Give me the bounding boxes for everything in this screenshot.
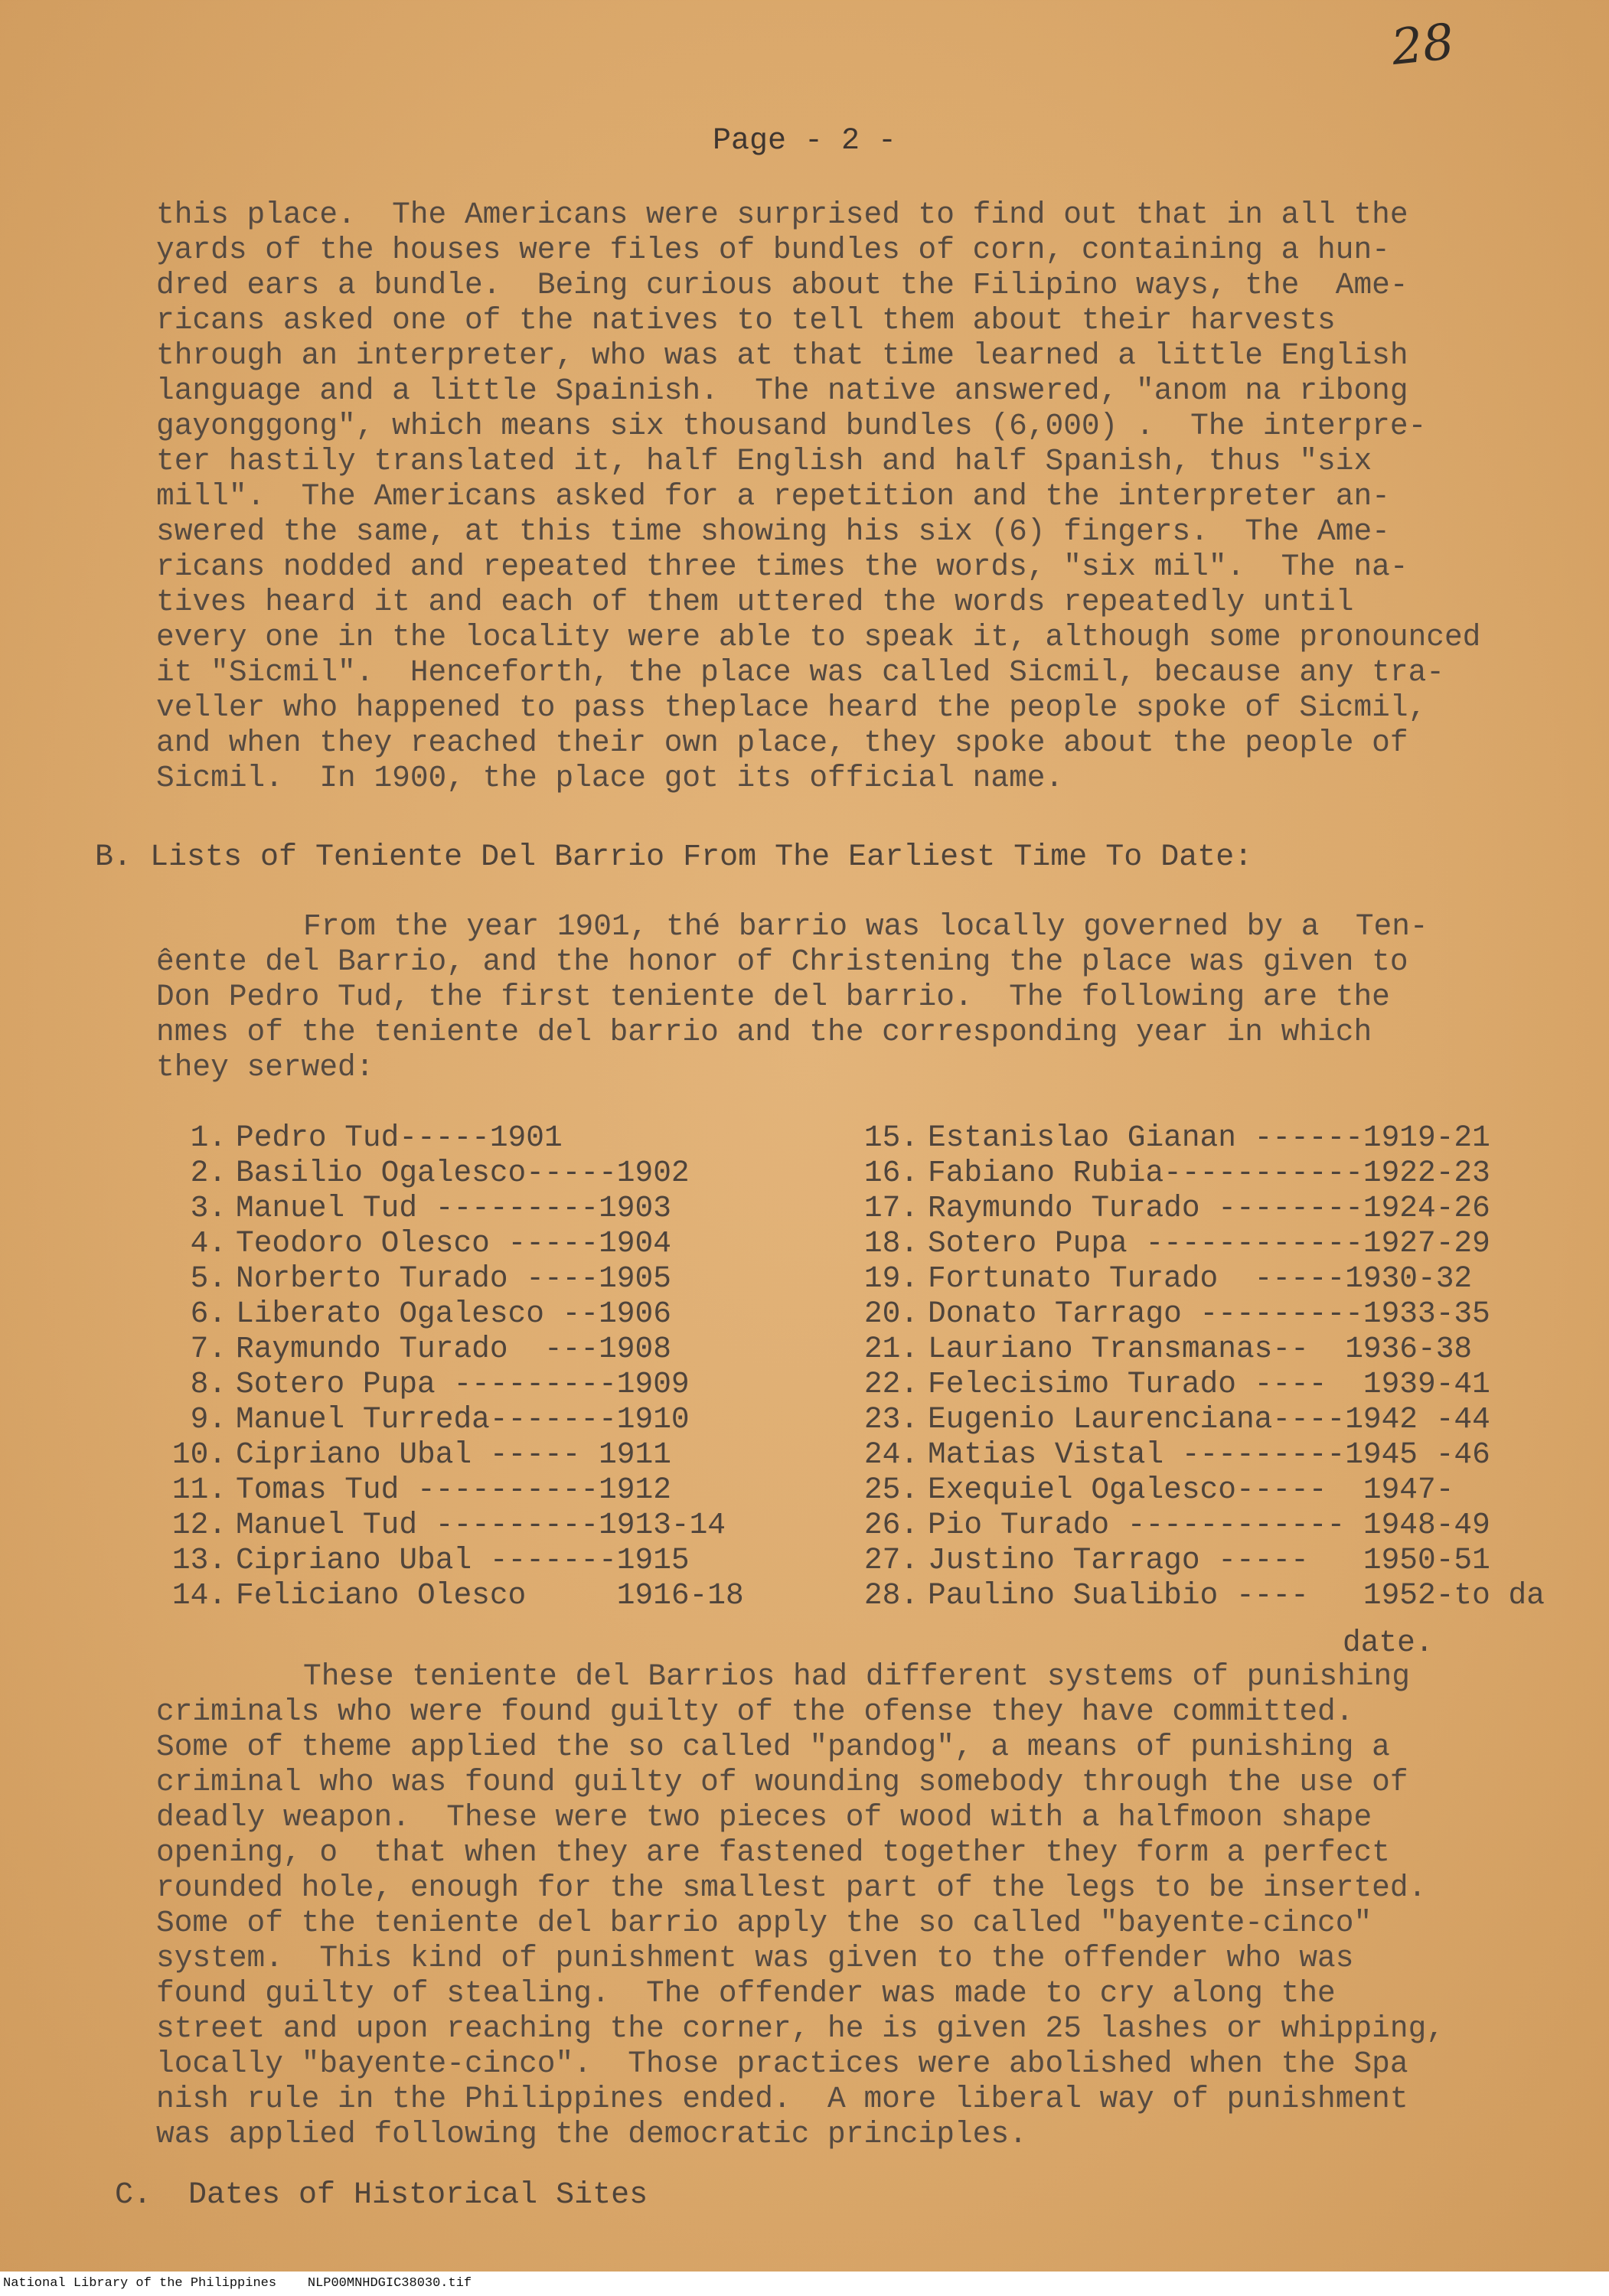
list-item-entry: Felecisimo Turado ---- 1939-41 xyxy=(928,1367,1490,1401)
list-item-number: 8. xyxy=(190,1367,227,1401)
list-item xyxy=(164,1120,744,1156)
list-item xyxy=(834,1543,1545,1578)
text-line: ter hastily translated it, half English and half Spanish, thus "six xyxy=(156,444,1372,478)
list-item-entry: Manuel Turreda-------1910 xyxy=(236,1402,690,1437)
teniente-list-left xyxy=(164,1120,744,1613)
text-line: ricans asked one of the natives to tell them about their harvests xyxy=(156,303,1336,338)
list-item-entry: Cipriano Ubal -------1915 xyxy=(236,1543,690,1577)
text-line: Don Pedro Tud, the first teniente del barrio. The following are the xyxy=(156,980,1390,1014)
list-item-number: 20. xyxy=(863,1296,919,1331)
text-line: Some of the teniente del barrio apply the so called "bayente-cinco" xyxy=(156,1906,1372,1940)
list-item-entry: Matias Vistal ---------1945 -46 xyxy=(928,1437,1490,1472)
list-item-entry: Donato Tarrago ---------1933-35 xyxy=(928,1296,1490,1331)
list-item xyxy=(834,1578,1545,1613)
list-item-entry: Liberato Ogalesco --1906 xyxy=(236,1296,671,1331)
list-item-number: 28. xyxy=(863,1578,919,1613)
list-item xyxy=(164,1402,744,1437)
text-line: veller who happened to pass theplace heard the people spoke of Sicmil, xyxy=(156,690,1427,725)
text-line: rounded hole, enough for the smallest part of the legs to be inserted. xyxy=(156,1870,1427,1905)
text-line: swered the same, at this time showing his six (6) fingers. The Ame- xyxy=(156,514,1390,549)
list-item-number: 25. xyxy=(863,1473,919,1507)
list-item-entry: Teodoro Olesco -----1904 xyxy=(236,1226,671,1261)
archive-footer: National Library of the Philippines NLP00MNHDGIC38030.tif xyxy=(0,2272,1609,2296)
list-item-number: 6. xyxy=(190,1296,227,1331)
text-line: street and upon reaching the corner, he is given 25 lashes or whipping, xyxy=(156,2011,1444,2046)
text-line: every one in the locality were able to speak it, although some pronounced xyxy=(156,620,1481,654)
list-item-entry: Tomas Tud ----------1912 xyxy=(236,1473,671,1507)
list-item xyxy=(834,1296,1545,1332)
text-line: yards of the houses were files of bundles of corn, containing a hun- xyxy=(156,233,1390,267)
section-c-heading: C. Dates of Historical Sites xyxy=(115,2178,648,2213)
text-line: found guilty of stealing. The offender was made to cry along the xyxy=(156,1976,1336,2011)
list-item-number: 14. xyxy=(171,1578,227,1613)
list-item-number: 16. xyxy=(863,1156,919,1190)
list-item xyxy=(164,1508,744,1543)
list-item xyxy=(834,1191,1545,1226)
text-line: nmes of the teniente del barrio and the corresponding year in which xyxy=(156,1015,1372,1049)
text-line: ricans nodded and repeated three times the words, "six mil". The na- xyxy=(156,550,1408,584)
text-line: Sicmil. In 1900, the place got its official name. xyxy=(156,761,1064,795)
list-item xyxy=(834,1367,1545,1402)
handwritten-page-number: 28 xyxy=(1389,13,1457,77)
list-item-number: 22. xyxy=(863,1367,919,1401)
list-item-entry: Raymundo Turado --------1924-26 xyxy=(928,1191,1490,1225)
text-line: it "Sicmil". Henceforth, the place was called Sicmil, because any tra- xyxy=(156,655,1444,690)
list-item-entry: Fabiano Rubia-----------1922-23 xyxy=(928,1156,1490,1190)
page-header: Page - 2 - xyxy=(712,124,897,158)
text-line: this place. The Americans were surprised to find out that in all the xyxy=(156,197,1408,232)
list-item xyxy=(164,1156,744,1191)
list-item xyxy=(164,1543,744,1578)
list-item xyxy=(164,1191,744,1226)
list-item-entry: Lauriano Transmanas-- 1936-38 xyxy=(928,1332,1473,1366)
list-item xyxy=(834,1156,1545,1191)
list-item xyxy=(164,1578,744,1613)
list-item-entry: Pedro Tud-----1901 xyxy=(236,1120,563,1155)
list-item-number: 1. xyxy=(190,1120,227,1155)
list-item xyxy=(834,1120,1545,1156)
list-item-entry: Feliciano Olesco 1916-18 xyxy=(236,1578,744,1613)
teniente-list-right xyxy=(834,1120,1545,1613)
list-item xyxy=(834,1508,1545,1543)
list-item-number: 19. xyxy=(863,1261,919,1296)
text-line: through an interpreter, who was at that time learned a little English xyxy=(156,338,1408,373)
text-line: deadly weapon. These were two pieces of wood with a halfmoon shape xyxy=(156,1800,1372,1835)
list-item-entry: Justino Tarrago ----- 1950-51 xyxy=(928,1543,1490,1577)
section-b-heading: B. Lists of Teniente Del Barrio From The Earliest Time To Date: xyxy=(95,840,1253,875)
list-item xyxy=(834,1437,1545,1473)
list-item-entry: Manuel Tud ---------1903 xyxy=(236,1191,671,1225)
list-item-number: 4. xyxy=(190,1226,227,1261)
text-line: they serwed: xyxy=(156,1050,374,1084)
text-line: tives heard it and each of them uttered the words repeatedly until xyxy=(156,585,1354,619)
list-item xyxy=(164,1473,744,1508)
list-item-entry: Fortunato Turado -----1930-32 xyxy=(928,1261,1473,1296)
list-item-number: 3. xyxy=(190,1191,227,1225)
list-item xyxy=(834,1332,1545,1367)
text-line: nish rule in the Philippines ended. A more liberal way of punishment xyxy=(156,2082,1408,2116)
text-line: and when they reached their own place, they spoke about the people of xyxy=(156,726,1408,760)
list-item xyxy=(164,1261,744,1296)
list-item-entry: Paulino Sualibio ---- 1952-to da xyxy=(928,1578,1545,1613)
list-item-entry: Cipriano Ubal ----- 1911 xyxy=(236,1437,671,1472)
list-item xyxy=(164,1367,744,1402)
text-line: mill". The Americans asked for a repetition and the interpreter an- xyxy=(156,479,1390,514)
text-line: Some of theme applied the so called "pandog", a means of punishing a xyxy=(156,1730,1390,1764)
text-line: These teniente del Barrios had different systems of punishing xyxy=(303,1659,1410,1694)
list-item xyxy=(834,1226,1545,1261)
text-line: gayonggong", which means six thousand bundles (6,000) . The interpre- xyxy=(156,409,1427,443)
list-item-entry: Basilio Ogalesco-----1902 xyxy=(236,1156,690,1190)
list-item-number: 9. xyxy=(190,1402,227,1437)
text-line: criminal who was found guilty of wounding somebody through the use of xyxy=(156,1765,1408,1799)
list-continuation: date. xyxy=(1343,1626,1434,1660)
list-item-number: 7. xyxy=(190,1332,227,1366)
list-item-number: 12. xyxy=(171,1508,227,1542)
text-line: opening, o that when they are fastened together they form a perfect xyxy=(156,1835,1390,1870)
list-item xyxy=(164,1332,744,1367)
list-item-number: 21. xyxy=(863,1332,919,1366)
list-item-number: 27. xyxy=(863,1543,919,1577)
list-item-entry: Eugenio Laurenciana----1942 -44 xyxy=(928,1402,1490,1437)
text-line: dred ears a bundle. Being curious about the Filipino ways, the Ame- xyxy=(156,268,1408,302)
text-line: êente del Barrio, and the honor of Christening the place was given to xyxy=(156,944,1408,979)
text-line: language and a little Spainish. The native answered, "anom na ribong xyxy=(156,373,1408,408)
list-item-number: 13. xyxy=(171,1543,227,1577)
text-line: From the year 1901, thé barrio was locally governed by a Ten- xyxy=(303,909,1428,944)
list-item xyxy=(834,1473,1545,1508)
paragraph-punishment-systems xyxy=(156,1659,1444,2152)
list-item-number: 5. xyxy=(190,1261,227,1296)
list-item-entry: Sotero Pupa ---------1909 xyxy=(236,1367,690,1401)
list-item xyxy=(164,1296,744,1332)
list-item-number: 17. xyxy=(863,1191,919,1225)
list-item-entry: Estanislao Gianan ------1919-21 xyxy=(928,1120,1490,1155)
paragraph-teniente-intro xyxy=(156,909,1428,1085)
list-item xyxy=(834,1261,1545,1296)
list-item-entry: Norberto Turado ----1905 xyxy=(236,1261,671,1296)
list-item-entry: Manuel Tud ---------1913-14 xyxy=(236,1508,726,1542)
list-item-number: 2. xyxy=(190,1156,227,1190)
list-item xyxy=(834,1402,1545,1437)
list-item-number: 24. xyxy=(863,1437,919,1472)
list-item xyxy=(164,1437,744,1473)
list-item-number: 18. xyxy=(863,1226,919,1261)
list-item-number: 23. xyxy=(863,1402,919,1437)
list-item-entry: Pio Turado ------------ 1948-49 xyxy=(928,1508,1490,1542)
text-line: was applied following the democratic principles. xyxy=(156,2117,1027,2151)
list-item-number: 15. xyxy=(863,1120,919,1155)
list-item-entry: Exequiel Ogalesco----- 1947- xyxy=(928,1473,1454,1507)
text-line: system. This kind of punishment was given to the offender who was xyxy=(156,1941,1354,1975)
list-item-entry: Sotero Pupa ------------1927-29 xyxy=(928,1226,1490,1261)
text-line: criminals who were found guilty of the ofense they have committed. xyxy=(156,1694,1354,1729)
list-item-number: 10. xyxy=(171,1437,227,1472)
list-item xyxy=(164,1226,744,1261)
list-item-number: 26. xyxy=(863,1508,919,1542)
text-line: locally "bayente-cinco". Those practices were abolished when the Spa xyxy=(156,2047,1408,2081)
paragraph-origin-story xyxy=(156,197,1480,796)
list-item-entry: Raymundo Turado ---1908 xyxy=(236,1332,671,1366)
list-item-number: 11. xyxy=(171,1473,227,1507)
